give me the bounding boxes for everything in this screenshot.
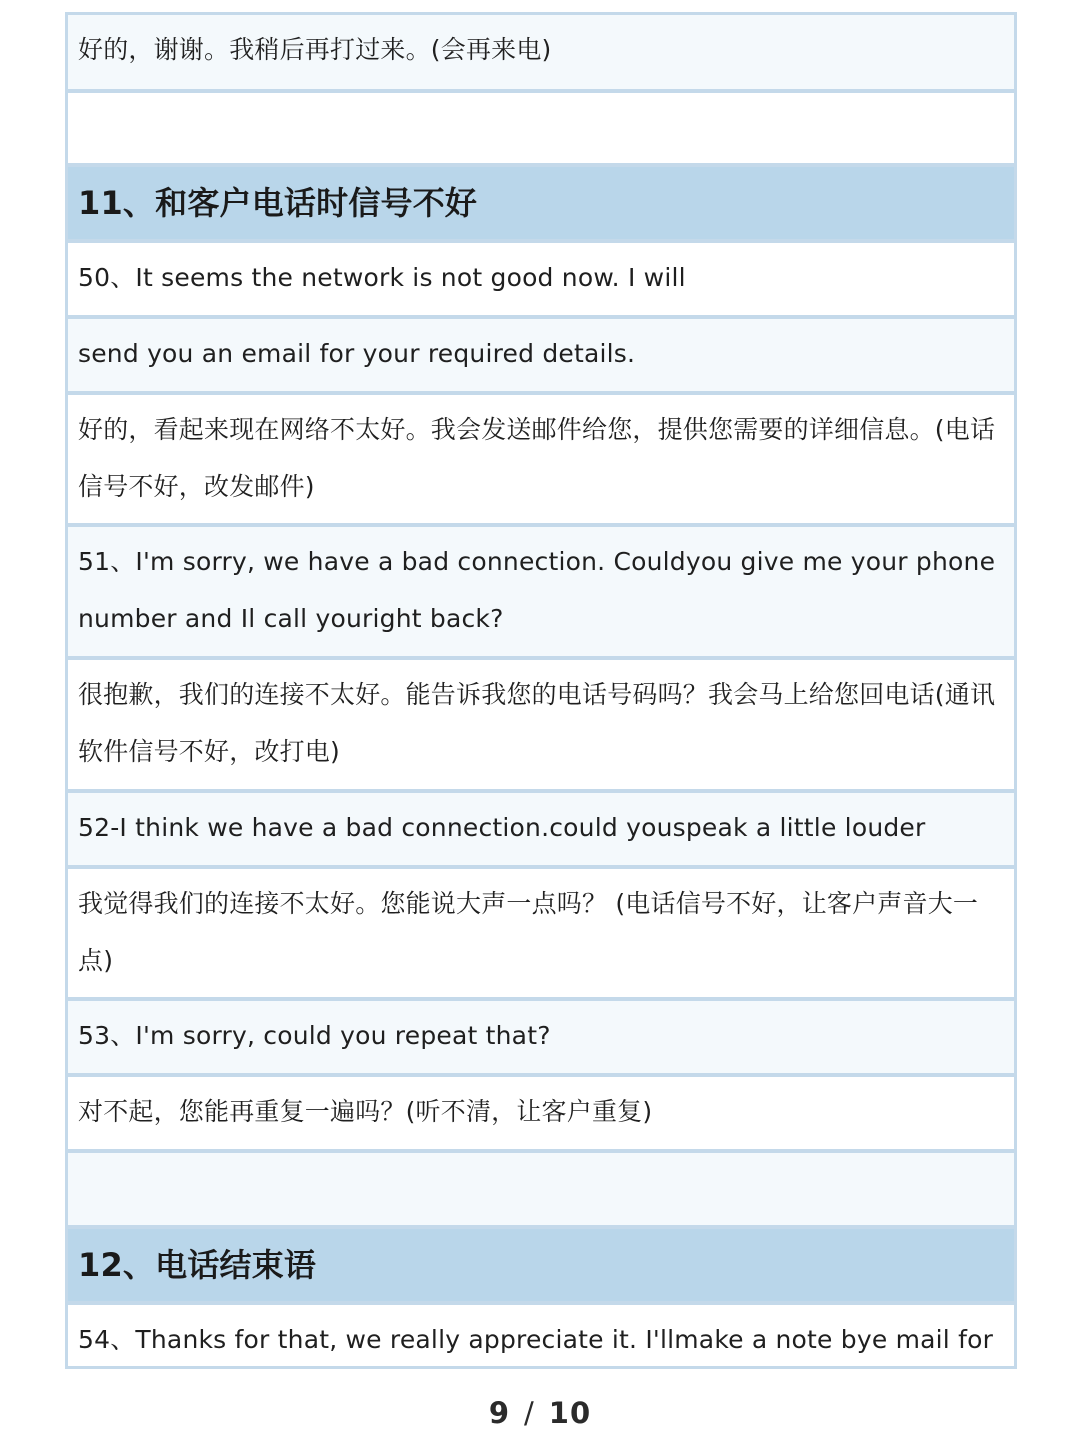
row-text: 53、I'm sorry, could you repeat that? [78,1021,551,1050]
table-row-empty [68,93,1014,167]
row-text: 52-I think we have a bad connection.could youspeak a little louder [78,813,926,842]
phrase-table [65,12,1017,1369]
table-row [68,1077,1014,1153]
row-text: 很抱歉，我们的连接不太好。能告诉我您的电话号码吗？我会马上给您回电话(通讯 软件信号不好，改打电) [78,680,996,766]
section-header-11 [68,167,1014,243]
table-row [68,319,1014,395]
table-row [68,527,1014,660]
table-row-empty [68,1153,1014,1229]
row-text: 50、It seems the network is not good now. I will [78,263,686,292]
row-text: 我觉得我们的连接不太好。您能说大声一点吗？ (电话信号不好，让客户声音大一 点) [78,889,979,975]
row-text: 对不起，您能再重复一遍吗？(听不清，让客户重复) [78,1097,653,1126]
page-indicator [0,1396,1080,1430]
table-row [68,15,1014,93]
table-row [68,793,1014,869]
total-pages: 10 [548,1396,592,1430]
table-row [68,1001,1014,1077]
row-text: send you an email for your required details. [78,339,636,368]
current-page: 9 [488,1396,511,1430]
row-text: 好的，谢谢。我稍后再打过来。(会再来电) [78,35,552,64]
section-title: 12、电话结束语 [78,1245,317,1284]
table-row [68,869,1014,1001]
section-title: 11、和客户电话时信号不好 [78,183,478,222]
table-row [68,243,1014,319]
page-separator: / [524,1396,535,1430]
row-text: 54、Thanks for that, we really appreciate it. I'llmake a note bye mail for [78,1325,994,1354]
table-row [68,1305,1014,1366]
row-text: 好的，看起来现在网络不太好。我会发送邮件给您，提供您需要的详细信息。(电话 信号不好，改发邮件) [78,415,996,501]
row-text: 51、I'm sorry, we have a bad connection. Couldyou give me your phone number and Il call youright back? [78,547,996,633]
table-row [68,660,1014,793]
section-header-12 [68,1229,1014,1305]
table-row [68,395,1014,527]
